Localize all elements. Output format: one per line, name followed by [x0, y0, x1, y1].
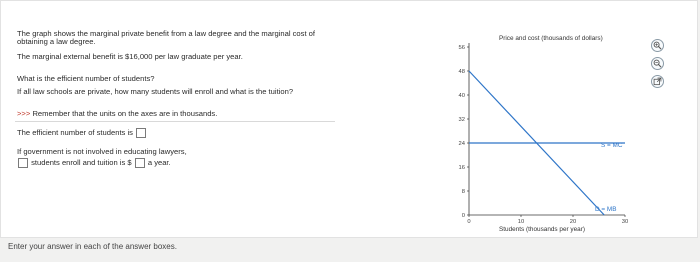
- y-tick-label: 0: [461, 213, 465, 219]
- hint-line: [17, 109, 217, 118]
- external-benefit-text: The marginal external benefit is $16,000 per law graduate per year.: [17, 52, 243, 61]
- divider: [15, 121, 335, 122]
- x-tick-label: 20: [569, 219, 577, 225]
- private-answer-row: [17, 157, 171, 169]
- y-tick-label: 24: [458, 141, 465, 147]
- external-link-button[interactable]: [651, 75, 664, 88]
- zoom-out-button[interactable]: [651, 57, 664, 70]
- y-tick-label: 8: [461, 189, 465, 195]
- enroll-text: students enroll and tuition is $: [31, 158, 132, 167]
- x-tick-label: 0: [467, 219, 471, 225]
- y-tick-label: 32: [458, 117, 465, 123]
- zoom-in-icon: [653, 41, 662, 50]
- intro-line-1: The graph shows the marginal private benefit from a law degree and the marginal cost of: [17, 29, 316, 38]
- y-axis-label: Price and cost (thousands of dollars): [499, 35, 603, 42]
- efficient-students-input[interactable]: [136, 128, 146, 138]
- graph: [441, 23, 631, 233]
- intro-line-2: obtaining a law degree.: [17, 37, 96, 46]
- x-tick-label: 10: [517, 219, 525, 225]
- question-efficient: What is the efficient number of students?: [17, 74, 155, 83]
- govt-line: If government is not involved in educating lawyers,: [17, 147, 187, 156]
- y-tick-label: 56: [458, 45, 465, 51]
- y-tick-label: 48: [458, 69, 465, 75]
- y-tick-label: 40: [458, 93, 465, 99]
- instructions-footer: Enter your answer in each of the answer boxes.: [8, 242, 177, 251]
- efficient-answer-row: [17, 127, 147, 139]
- external-link-icon: [653, 77, 662, 86]
- y-tick-label: 16: [458, 165, 465, 171]
- hint-text: Remember that the units on the axes are in thousands.: [32, 109, 218, 118]
- year-text: a year.: [147, 158, 171, 167]
- zoom-out-icon: [653, 59, 662, 68]
- private-students-input[interactable]: [18, 158, 28, 168]
- supply-label: S = MC: [601, 142, 623, 149]
- hint-marker: >>>: [17, 109, 31, 118]
- zoom-in-button[interactable]: [651, 39, 664, 52]
- x-tick-label: 30: [621, 219, 629, 225]
- x-tick-labels: [467, 215, 628, 225]
- question-private: If all law schools are private, how many students will enroll and what is the tuition?: [17, 87, 294, 96]
- y-tick-labels: [459, 45, 469, 219]
- x-axis-label: Students (thousands per year): [499, 226, 585, 233]
- demand-label: D = MB: [595, 206, 617, 213]
- tuition-input[interactable]: [135, 158, 145, 168]
- efficient-prefix: The efficient number of students is: [17, 128, 133, 137]
